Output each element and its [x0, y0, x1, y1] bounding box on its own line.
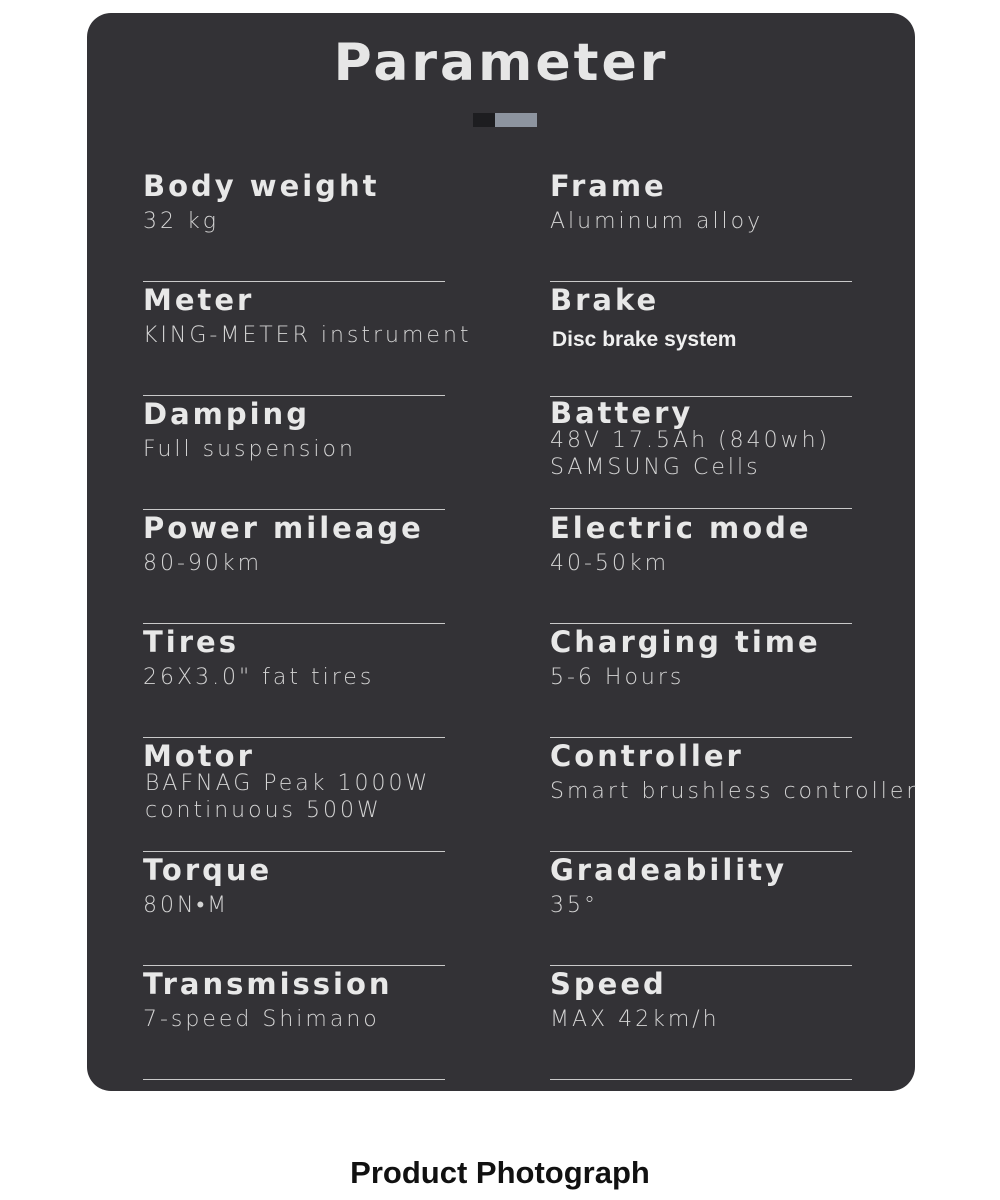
param-controller: [550, 738, 919, 852]
param-value: 80N•M: [143, 893, 230, 918]
title-underline-decoration: [473, 113, 537, 127]
param-label: Power mileage: [143, 511, 424, 545]
param-value: MAX 42km/h: [550, 1007, 720, 1032]
param-label: Controller: [550, 739, 744, 773]
param-label: Tires: [143, 625, 239, 659]
decoration-dark-segment: [473, 113, 495, 127]
param-label: Brake: [550, 283, 660, 317]
param-label: Body weight: [143, 169, 380, 203]
param-value: 32 kg: [143, 209, 219, 234]
param-value: Disc brake system: [552, 328, 737, 351]
param-charging-time: [550, 624, 852, 738]
param-value: [550, 427, 830, 481]
product-photograph-heading: Product Photograph: [350, 1155, 650, 1190]
param-value-line-1: BAFNAG Peak 1000W: [145, 771, 431, 796]
param-torque: [143, 852, 445, 966]
param-power-mileage: [143, 510, 445, 624]
param-value: Aluminum alloy: [550, 209, 764, 234]
param-label: Torque: [143, 853, 273, 887]
param-value: 40-50km: [550, 551, 670, 576]
param-value: 35°: [550, 893, 598, 918]
param-meter: [143, 282, 472, 396]
param-battery: [550, 395, 852, 509]
param-body-weight: [143, 168, 445, 282]
decoration-light-segment: [495, 113, 537, 127]
param-frame: [550, 168, 852, 282]
param-label: Meter: [143, 283, 255, 317]
param-damping: [143, 396, 445, 510]
param-value-line-1: 48V 17.5Ah (840wh): [550, 428, 831, 453]
parameter-title: Parameter: [333, 33, 669, 93]
param-gradeability: [550, 852, 852, 966]
param-electric-mode: [550, 510, 852, 624]
param-value: 7-speed Shimano: [143, 1007, 380, 1032]
param-label: Damping: [143, 397, 310, 431]
param-value-line-2: SAMSUNG Cells: [550, 455, 761, 480]
param-value: 80-90km: [143, 551, 263, 576]
param-speed: [550, 966, 852, 1080]
param-motor: [143, 738, 445, 852]
param-tires: [143, 624, 445, 738]
param-value: 5-6 Hours: [550, 665, 685, 690]
param-transmission: [143, 966, 445, 1080]
param-label: Speed: [550, 967, 667, 1001]
param-label: Transmission: [143, 967, 393, 1001]
param-label: Electric mode: [550, 511, 812, 545]
param-value-line-2: continuous 500W: [145, 798, 382, 823]
param-value: Full suspension: [143, 437, 356, 462]
param-label: Battery: [550, 396, 694, 430]
param-value: 26X3.0" fat tires: [143, 665, 375, 690]
param-label: Gradeability: [550, 853, 788, 887]
param-label: Motor: [143, 739, 255, 773]
param-label: Frame: [550, 169, 667, 203]
parameter-card: [87, 13, 919, 1091]
param-value: KING-METER instrument: [143, 323, 472, 348]
param-value: [145, 770, 430, 824]
param-value: Smart brushless controller: [550, 779, 919, 804]
param-label: Charging time: [550, 625, 821, 659]
param-brake: [550, 282, 852, 397]
